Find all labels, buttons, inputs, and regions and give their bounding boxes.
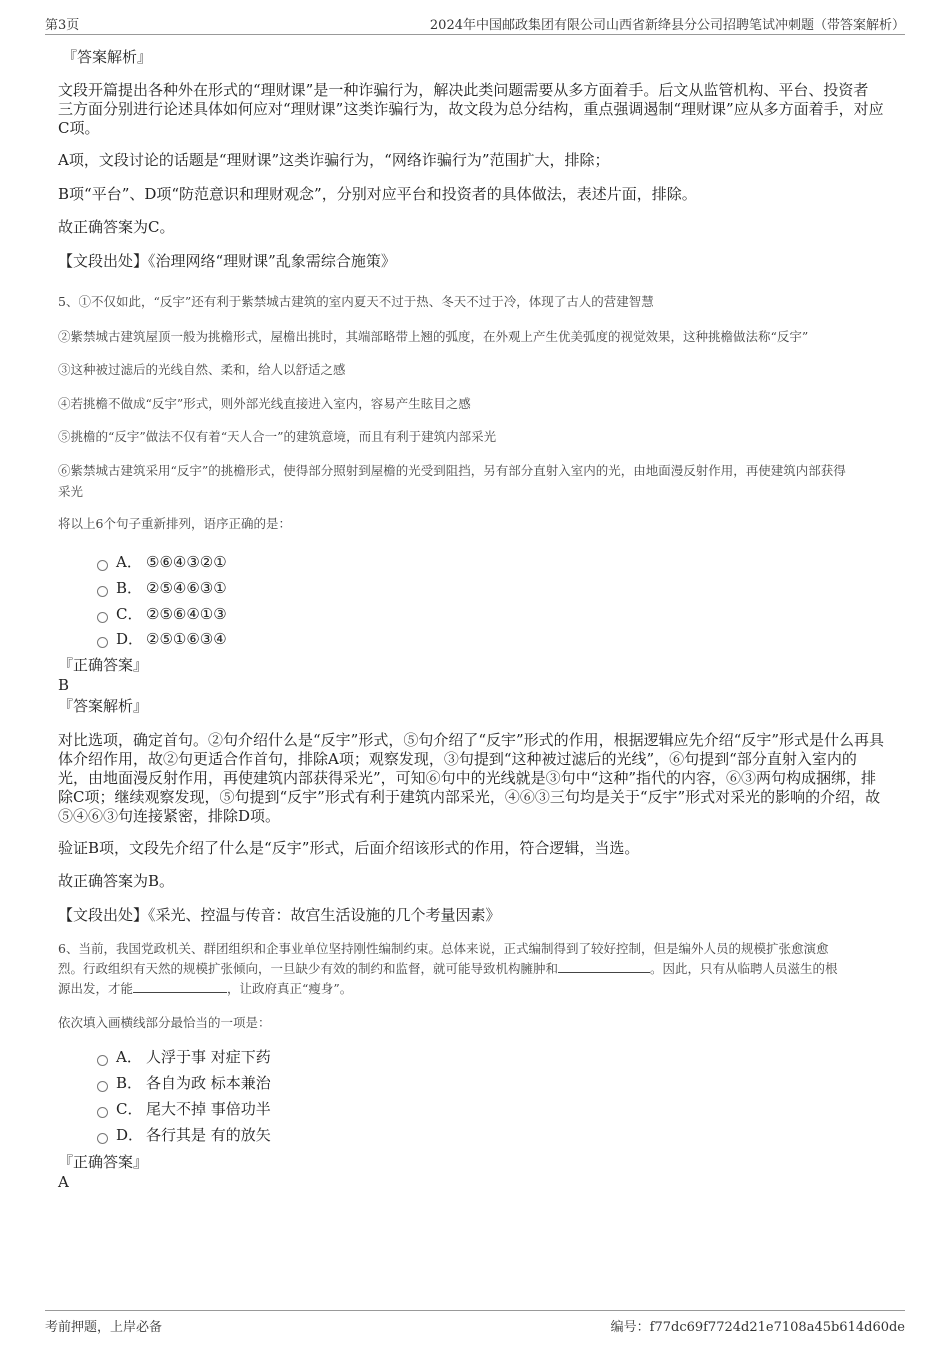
q5-option-b[interactable]: B． ②⑤④⑥③① [97, 577, 227, 599]
q5-option-d[interactable]: D． ②⑤①⑥③④ [97, 628, 227, 650]
radio-icon[interactable] [97, 1107, 108, 1118]
q5-analysis-line-3: 光，由地面漫反射作用，再使建筑内部获得采光”，可知⑥句中的光线就是③句中“这种”指代的内容，⑥③两句构成捆绑，排 [58, 769, 877, 787]
q5-sentence-1: 5、①不仅如此，“反宇”还有利于紫禁城古建筑的室内夏天不过于热、冬天不过于冷，体现了古人的营建智慧 [58, 294, 654, 309]
q4-analysis-line-3: C项。 [58, 119, 100, 137]
document-code: 编号：f77dc69f7724d21e7108a45b614d60de [610, 1320, 905, 1335]
q5-source: 【文段出处】《采光、控温与传音：故宫生活设施的几个考量因素》 [58, 906, 501, 924]
q5-analysis-line-1: 对比选项，确定首句。②句介绍什么是“反宇”形式，⑤句介绍了“反宇”形式的作用，根据逻辑应先介绍“反宇”形式是什么再具 [58, 731, 885, 749]
page-header [45, 12, 905, 35]
q5-prompt: 将以上6个句子重新排列，语序正确的是： [58, 516, 291, 531]
q4-source: 【文段出处】《治理网络“理财课”乱象需综合施策》 [58, 252, 396, 270]
radio-icon[interactable] [97, 560, 108, 571]
q5-verify: 验证B项，文段先介绍了什么是“反宇”形式，后面介绍该形式的作用，符合逻辑，当选。 [58, 839, 640, 857]
q6-line-2: 烈。行政组织有天然的规模扩张倾向，一旦缺少有效的制约和监督，就可能导致机构臃肿和 。因此，只有从临聘人员滋生的根 [58, 961, 838, 976]
q5-answer-label: 『正确答案』 [58, 656, 149, 674]
footer-slogan: 考前押题，上岸必备 [45, 1320, 163, 1335]
q6-option-b[interactable]: B． 各自为政 标本兼治 [97, 1072, 271, 1094]
q6-line-1: 6、当前，我国党政机关、群团组织和企事业单位坚持刚性编制约束。总体来说，正式编制得到了较好控制，但是编外人员的规模扩张愈演愈 [58, 941, 829, 956]
q5-sentence-2: ②紫禁城古建筑屋顶一般为挑檐形式，屋檐出挑时，其端部略带上翘的弧度，在外观上产生优美弧度的视觉效果，这种挑檐做法称“反宇” [58, 329, 809, 344]
answer-blank-2 [133, 980, 227, 993]
page-footer [45, 1310, 905, 1337]
radio-icon[interactable] [97, 1133, 108, 1144]
q6-option-a[interactable]: A． 人浮于事 对症下药 [97, 1046, 271, 1068]
radio-icon[interactable] [97, 637, 108, 648]
q6-answer-label: 『正确答案』 [58, 1153, 149, 1171]
q6-option-d[interactable]: D． 各行其是 有的放矢 [97, 1124, 271, 1146]
q5-sentence-4: ④若挑檐不做成“反宇”形式，则外部光线直接进入室内，容易产生眩目之感 [58, 396, 471, 411]
radio-icon[interactable] [97, 1055, 108, 1066]
radio-icon[interactable] [97, 612, 108, 623]
q5-analysis-label: 『答案解析』 [58, 697, 149, 715]
q6-line-3: 源出发，才能 ，让政府真正“瘦身”。 [58, 981, 353, 996]
q6-option-c[interactable]: C． 尾大不掉 事倍功半 [97, 1098, 271, 1120]
document-title: 2024年中国邮政集团有限公司山西省新绛县分公司招聘笔试冲刺题（带答案解析） [429, 18, 905, 33]
q5-analysis-line-4: 除C项；继续观察发现，⑤句提到“反宇”形式有利于建筑内部采光，④⑥③三句均是关于“反宇”形式对采光的影响的介绍，故 [58, 788, 881, 806]
q5-sentence-5: ⑤挑檐的“反宇”做法不仅有着“天人合一”的建筑意境，而且有利于建筑内部采光 [58, 429, 497, 444]
q6-answer: A [58, 1173, 69, 1191]
q6-prompt: 依次填入画横线部分最恰当的一项是： [58, 1015, 271, 1030]
page-number: 第3页 [45, 18, 80, 33]
q5-sentence-6-line-1: ⑥紫禁城古建筑采用“反宇”的挑檐形式，使得部分照射到屋檐的光受到阻挡，另有部分直射入室内的光，由地面漫反射作用，再使建筑内部获得 [58, 463, 846, 478]
answer-blank-1 [558, 960, 650, 973]
q4-analysis-line-2: 三方面分别进行论述具体如何应对“理财课”这类诈骗行为，故文段为总分结构，重点强调遏制“理财课”应从多方面着手，对应 [58, 100, 884, 118]
q5-sentence-6-line-2: 采光 [58, 484, 84, 499]
q5-option-a[interactable]: A． ⑤⑥④③②① [97, 551, 227, 573]
q5-analysis-line-2: 体介绍作用，故②句更适合作首句，排除A项；观察发现，③句提到“这种被过滤后的光线”，⑥句提到“部分直射入室内的 [58, 750, 857, 768]
q5-analysis-line-5: ⑤④⑥③句连接紧密，排除D项。 [58, 807, 281, 825]
q5-conclusion: 故正确答案为B。 [58, 872, 175, 890]
q5-option-c[interactable]: C． ②⑤⑥④①③ [97, 603, 227, 625]
q4-conclusion: 故正确答案为C。 [58, 218, 175, 236]
q4-analysis-option-bd: B项“平台”、D项“防范意识和理财观念”，分别对应平台和投资者的具体做法，表述片面，排除。 [58, 185, 697, 203]
q4-analysis-line-1: 文段开篇提出各种外在形式的“理财课”是一种诈骗行为，解决此类问题需要从多方面着手。后文从监管机构、平台、投资者 [58, 81, 869, 99]
q5-sentence-3: ③这种被过滤后的光线自然、柔和，给人以舒适之感 [58, 362, 346, 377]
q4-analysis-label: 『答案解析』 [62, 48, 153, 66]
radio-icon[interactable] [97, 1081, 108, 1092]
q4-analysis-option-a: A项，文段讨论的话题是“理财课”这类诈骗行为，“网络诈骗行为”范围扩大，排除； [58, 151, 610, 169]
q5-answer: B [58, 676, 70, 694]
radio-icon[interactable] [97, 586, 108, 597]
